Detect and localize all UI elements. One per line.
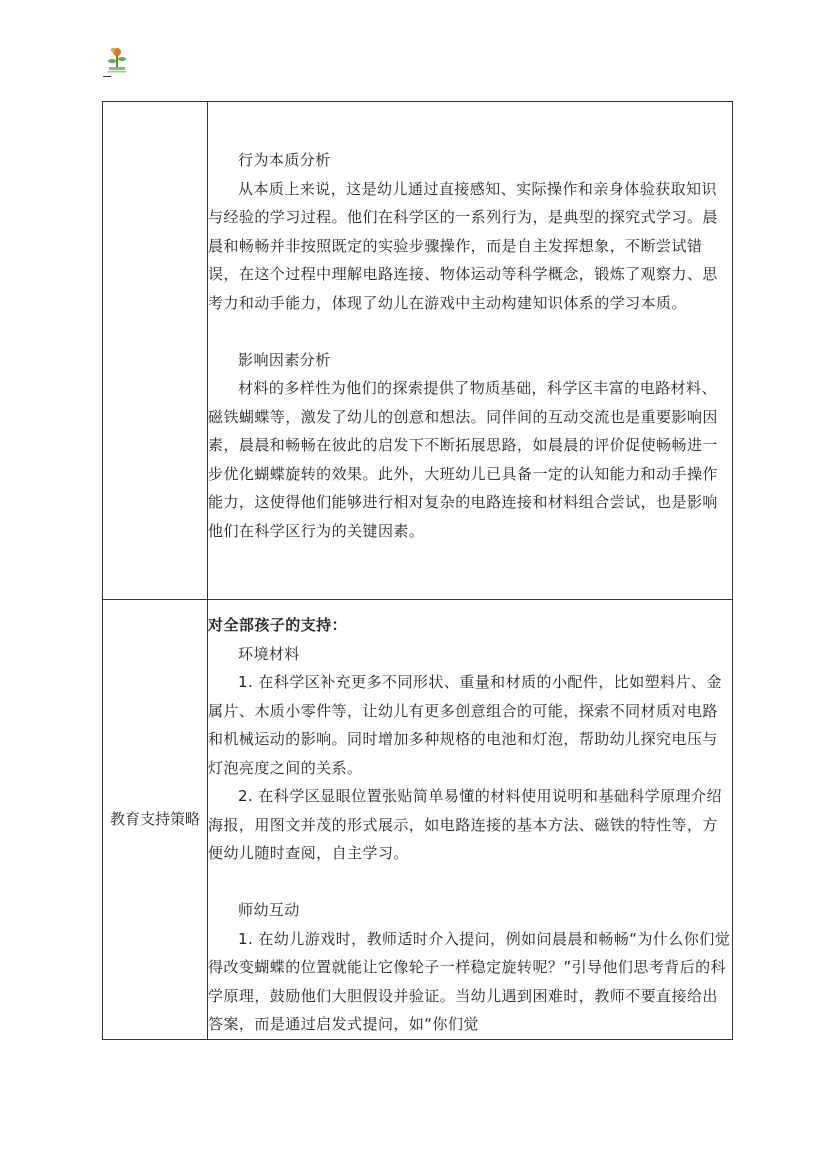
table-row (103, 600, 733, 1040)
row-label-empty (103, 102, 208, 600)
section-heading-behavior: 行为本质分析 (238, 151, 331, 169)
interaction-item-1: 1. 在幼儿游戏时，教师适时介入提问，例如问晨晨和畅畅“为什么你们觉得改变蝴蝶的位置就能让它像轮子一样稳定旋转呢？”引导他们思考背后的科学原理，鼓励他们大胆假设并验证。当幼儿遇到困难时，教师不要直接给出答案，而是通过启发式提问，如“你们觉 (208, 929, 731, 1033)
section-paragraph-behavior: 从本质上来说，这是幼儿通过直接感知、实际操作和亲身体验获取知识与经验的学习过程。他们在科学区的一系列行为，是典型的探究式学习。晨晨和畅畅并非按照既定的实验步骤操作，而是自主发挥想象，不断尝试错误，在这个过程中理解电路连接、物体运动等科学概念，锻炼了观察力、思考力和动手能力，体现了幼儿在游戏中主动构建知识体系的学习本质。 (208, 179, 718, 312)
header-rule (103, 76, 111, 77)
table-row (103, 102, 733, 600)
interaction-heading: 师幼互动 (238, 901, 300, 919)
analysis-content (208, 102, 733, 600)
env-heading: 环境材料 (238, 644, 300, 663)
section-heading-factors: 影响因素分析 (238, 350, 331, 369)
strategy-content (208, 600, 733, 1040)
strategy-title: 对全部孩子的支持： (208, 616, 348, 634)
env-item-2: 2. 在科学区显眼位置张贴简单易懂的材料使用说明和基础科学原理介绍海报，用图文并茂的形式展示，如电路连接的基本方法、磁铁的特性等，方便幼儿随时查阅，自主学习。 (208, 787, 722, 862)
row-label-strategy: 教育支持策略 (103, 600, 208, 1040)
section-paragraph-factors: 材料的多样性为他们的探索提供了物质基础，科学区丰富的电路材料、磁铁蝴蝶等，激发了幼儿的创意和想法。同伴间的互动交流也是重要影响因素，晨晨和畅畅在彼此的启发下不断拓展思路，如晨晨的评价促使畅畅进一步优化蝴蝶旋转的效果。此外，大班幼儿已具备一定的认知能力和动手操作能力，这使得他们能够进行相对复杂的电路连接和材料组合尝试，也是影响他们在科学区行为的关键因素。 (208, 379, 718, 540)
env-item-1: 1. 在科学区补充更多不同形状、重量和材质的小配件，比如塑料片、金属片、木质小零件等，让幼儿有更多创意组合的可能，探索不同材质对电路和机械运动的影响。同时增加多种规格的电池和灯泡，帮助幼儿探究电压与灯泡亮度之间的关系。 (208, 673, 722, 777)
kindergarten-flower-logo-icon (104, 46, 130, 76)
analysis-table (102, 101, 733, 1040)
